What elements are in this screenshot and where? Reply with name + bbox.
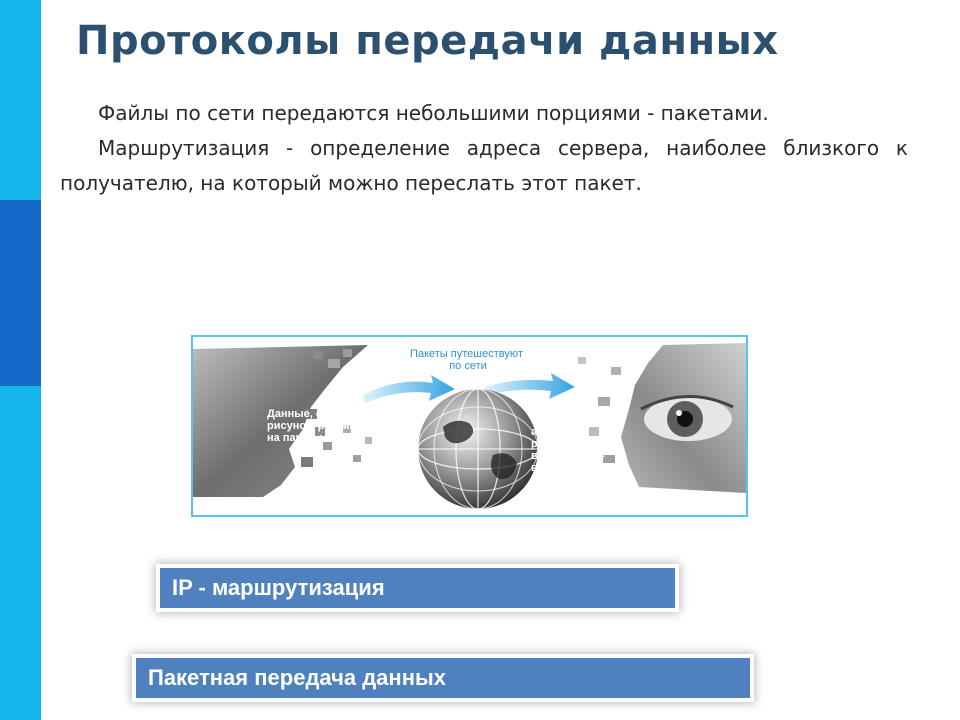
figure-right-label: В компьютере адресата рисунок, восстанавли- вается xyxy=(531,414,609,474)
page-title: Протоколы передачи данных xyxy=(76,18,779,64)
packet-transfer-bar: Пакетная передача данных xyxy=(136,658,750,698)
side-accent-band xyxy=(0,200,41,386)
paragraph-routing: Маршрутизация - определение адреса сервера, наиболее близкого к получателю, на который можно переслать этот пакет. xyxy=(60,136,908,195)
side-accent-bar xyxy=(0,0,41,720)
paragraph-packets: Файлы по сети передаются небольшими порциями - пакетами. xyxy=(98,101,769,125)
body-text xyxy=(60,96,908,201)
figure-left-label: Данные, составляющие рисунок, разбиваются на пакеты xyxy=(267,408,398,444)
ip-routing-bar: IP - маршрутизация xyxy=(160,568,675,608)
globe-icon xyxy=(418,389,538,509)
packet-transfer-illustration xyxy=(191,335,748,517)
figure-top-label: Пакеты путешествуют по сети xyxy=(410,348,523,372)
